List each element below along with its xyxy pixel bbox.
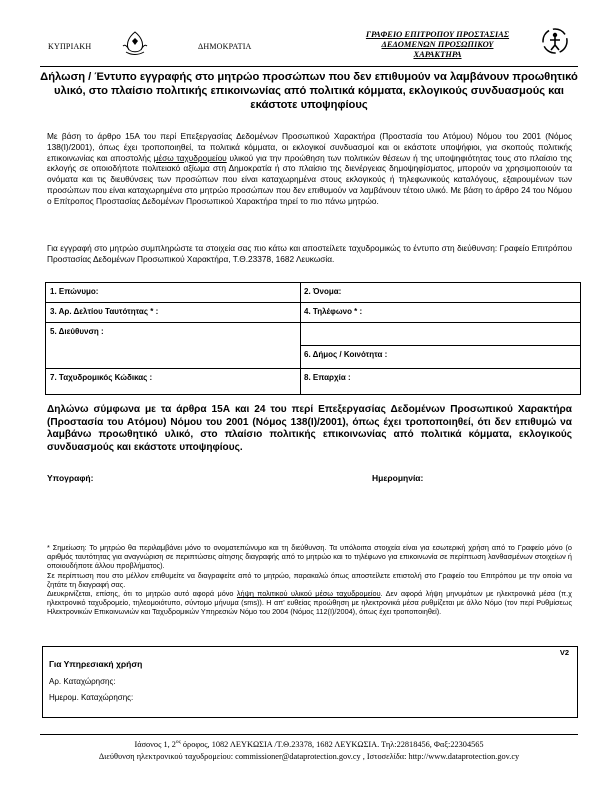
registration-date-label: Ημερομ. Καταχώρησης: <box>49 693 134 702</box>
footer-rule <box>40 734 578 735</box>
footer-contact: Διεύθυνση ηλεκτρονικού ταχυδρομείου: commissioner@dataprotection.gov.cy , Ιστοσελίδα: http://www.dataprotection.gov.cy <box>98 752 520 761</box>
date-label[interactable]: Ημερομηνία: <box>372 473 424 483</box>
footer-address: Ιάσονος 1, $2^{o\varsigma}$ όροφος, 1082 ΛΕΥΚΩΣΙΑ /Τ.Θ.23378, 1682 ΛΕΥΚΩΣΙΑ. Τηλ:22818456, Φαξ:22304565 <box>134 739 484 749</box>
form-divider <box>300 283 301 394</box>
id-number-field[interactable]: 3. Αρ. Δελτίου Ταυτότητας * : <box>50 307 159 316</box>
office-use-box <box>42 646 578 718</box>
address-field[interactable]: 5. Διεύθυνση : <box>50 327 104 336</box>
surname-field[interactable]: 1. Επώνυμο: <box>50 287 99 296</box>
data-protection-logo-icon <box>540 26 570 56</box>
declaration-text: Δηλώνω σύμφωνα με τα άρθρα 15Α και 24 του περί Επεξεργασίας Δεδομένων Προσωπικού Χαρακτήρα (Προστασία του Ατόμου) Νόμου του 2001 (Νόμος 138(Ι)/2001), όπως έχει τροποποιηθεί, ότι δεν επιθυμώ να λαμβάνω προωθητικό υλικό, στο πλαίσιο πολιτικής επικοινωνίας από πολιτικά κόμματα, εκλογικούς συνδυασμούς και εκάστοτε υποψηφίους. <box>47 404 572 453</box>
instructions-paragraph: Για εγγραφή στο μητρώο συμπληρώστε τα στοιχεία σας πιο κάτω και αποστείλετε ταχυδρομικώς το έντυπο στη διεύθυνση: Γραφείο Επιτρόπου Προστασίας Δεδομένων Προσωπικού Χαρακτήρα, Τ.Θ.23378, 1682 Λευκωσία. <box>47 243 572 264</box>
office-use-title: Για Υπηρεσιακή χρήση <box>49 659 143 669</box>
header-rule <box>40 66 578 67</box>
note-3: Διευκρινίζεται, επίσης, ότι το μητρώο αυτό αφορά μόνο λήψη πολιτικού υλικού μέσω ταχυδρομείου. Δεν αφορά λήψη μηνυμάτων με ηλεκτρονικά μέσα (π.χ ηλεκτρονικό ταχυδρομείο, τηλεομοιότυπο, σύντομο μήνυμα (sms)). Η απ' ευθείας προώθηση με ηλεκτρονικά μέσα ρυθμίζεται με άλλο Νόμο (τον περί Ρυθμίσεως Ηλεκτρονικών Επικοινωνιών και Ταχυδρομικών Υπηρεσιών Νόμο του 2004 (Νόμος 112(Ι)/2004), όπως έχει τροποποιηθεί). <box>47 589 572 617</box>
note-2: Σε περίπτωση που στο μέλλον επιθυμείτε να διαγραφείτε από το μητρώο, παρακαλώ όπως αποστείλετε επιστολή στο Γραφείο του Επιτρόπου με την οποία να ζητάτε τη διαγραφή σας. <box>47 570 572 589</box>
version-label: V2 <box>559 648 569 657</box>
first-name-field[interactable]: 2. Όνομα: <box>304 287 342 296</box>
header-dimokratia: ΔΗΜΟΚΡΑΤΙΑ <box>198 42 252 51</box>
office-line-2: ΔΕΔΟΜΕΝΩΝ ΠΡΟΣΩΠΙΚΟΥ <box>381 39 494 49</box>
office-line-3: ΧΑΡΑΚΤΗΡΑ <box>413 49 462 59</box>
registration-number-label: Αρ. Καταχώρησης: <box>49 677 116 686</box>
coat-of-arms-icon <box>120 28 150 58</box>
header-kypriaki: ΚΥΠΡΙΑΚΗ <box>48 42 92 51</box>
district-field[interactable]: 8. Επαρχία : <box>304 373 351 382</box>
municipality-field[interactable]: 6. Δήμος / Κοινότητα : <box>304 350 388 359</box>
note-1: * Σημείωση: Το μητρώο θα περιλαμβάνει μόνο το ονοματεπώνυμο και τη διεύθυνση. Τα υπόλοιπα στοιχεία είναι για εσωτερική χρήση από το Γραφείο μόνο (ο αριθμός ταυτότητας για αναγνώριση σε περιπτώσεις αίτησης διαγραφής από το μητρώο και το τηλέφωνο για επικοινωνία σε περίπτωση λανθασμένων στοιχείων ή οποιουδήποτε άλλου προβλήματος). <box>47 543 572 571</box>
note-3-underlined: λήψη πολιτικού υλικού μέσω ταχυδρομείου <box>236 589 381 599</box>
intro-part-1: Με βάση το άρθρο 15Α του περί Επεξεργασίας Δεδομένων Προσωπικού Χαρακτήρα (Προστασία του Ατόμου) Νόμου του 2001 (Νόμος 138(Ι)/2001), όπως έχει τροποποιηθεί, τα πολιτικά κόμματα, οι εκλογικοί συνδυασμοί και οι εκάστοτε υποψήφιοι, για σκοπούς πολιτικής επικοινωνίας και αποστολής <box>47 131 572 163</box>
intro-part-2: υλικού για την προώθηση των πολιτικών θέσεων ή της υποψηφιότητας τους στο πλαίσιο της εκλογής σε οποιοδήποτε πολιτειακό αξίωμα στη Δημοκρατία ή στο πλαίσιο της διενέργειας δημοψηφίσματος, μπορούν να χρησιμοποιούν τα ονόματα και τις διευθύνσεις των προσώπων που είναι καταχωρημένα στους εκλογικούς ή τηλεφωνικούς καταλόγους, εξαιρουμένων των προσώπων που είναι καταχωρημένα στο μητρώο προσώπων που δεν επιθυμούν να λαμβάνουν τέτοιο υλικό. Με βάση το άρθρο 24 του Νόμου ο Επίτροπος Προστασίας Δεδομένων Προσωπικού Χαρακτήρα τηρεί το πιο πάνω μητρώο. <box>47 152 572 206</box>
office-line-1: ΓΡΑΦΕΙΟ ΕΠΙΤΡΟΠΟΥ ΠΡΟΣΤΑΣΙΑΣ <box>365 29 510 39</box>
postal-code-field[interactable]: 7. Ταχυδρομικός Κώδικας : <box>50 373 153 382</box>
office-name <box>330 29 545 59</box>
notes-section <box>47 543 572 617</box>
intro-paragraph <box>47 131 572 207</box>
phone-field[interactable]: 4. Τηλέφωνο * : <box>304 307 363 316</box>
intro-underlined: μέσω ταχυδρομείου <box>153 152 227 163</box>
registration-form <box>45 282 581 395</box>
page-title: Δήλωση / Έντυπο εγγραφής στο μητρώο προσώπων που δεν επιθυμούν να λαμβάνουν προωθητικό υλικό, στο πλαίσιο πολιτικής επικοινωνίας από πολιτικά κόμματα, εκλογικούς συνδυασμούς και εκάστοτε υποψηφίους <box>40 71 578 111</box>
signature-label[interactable]: Υπογραφή: <box>47 473 94 483</box>
